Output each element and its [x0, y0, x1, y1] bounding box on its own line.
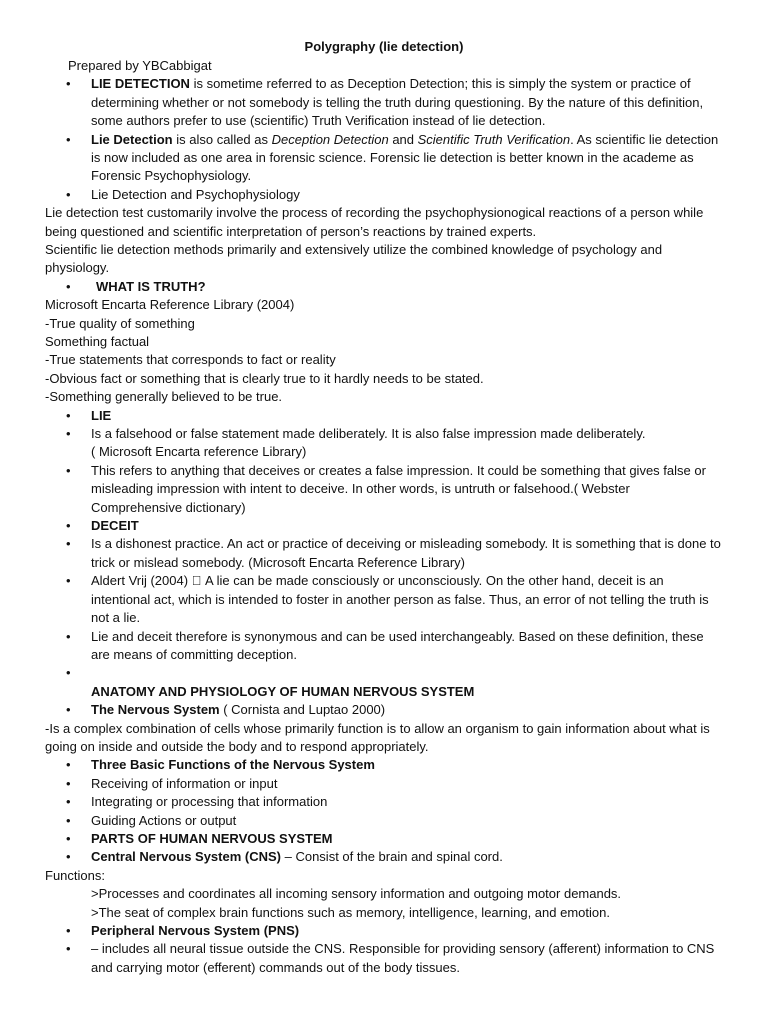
paragraph: -Is a complex combination of cells whose primarily function is to allow an organism to gain information about what is going on inside and outside the body and to respond appropriately.	[45, 702, 710, 736]
paragraph: Scientific lie detection methods primarily and extensively utilize the combined knowledge of psychology and physiology.	[45, 241, 663, 276]
bullet-icon: •	[66, 794, 71, 810]
list-item	[45, 517, 723, 535]
list-item: • Is a falsehood or false statement made deliberately. It is also false impression made deliberately. ( Microsoft Encarta reference Library)	[66, 426, 646, 460]
bullet-icon: •	[66, 904, 71, 920]
list-item: • Lie Detection is also called as Deception Detection and Scientific Truth Verification. As scientific lie detection is now included as one area in forensic science. Forensic lie detection is better known in the academe as Forensic Psychophysiology.	[66, 131, 719, 184]
nervous-system-bullets	[45, 738, 723, 866]
functions-label: Functions:	[45, 849, 105, 865]
list-item: • The Nervous System ( Cornista and Luptao 2000)	[45, 701, 723, 719]
list-item: • Three Basic Functions of the Nervous System	[45, 756, 723, 774]
list-item: • Lie and deceit therefore is synonymous and can be used interchangeably. Based on these definition, these are means of committing deception.	[45, 628, 723, 665]
document-title: Polygraphy (lie detection)	[304, 39, 464, 54]
section-heading: PARTS OF HUMAN NERVOUS SYSTEM	[91, 812, 333, 828]
lie-deceit-bullets	[45, 407, 723, 683]
truth-line: -Obvious fact or something that is clearly true to it hardly needs to be stated.	[45, 370, 484, 386]
list-item: • Peripheral Nervous System (PNS)	[45, 922, 723, 940]
list-item: • Guiding Actions or output	[45, 812, 723, 830]
bullet-icon: •	[66, 757, 71, 773]
list-item	[45, 278, 723, 296]
bullet-icon: •	[66, 775, 71, 791]
truth-line: Something factual	[45, 334, 150, 349]
list-item: • Receiving of information or input	[45, 775, 723, 793]
list-item: • Integrating or processing that information	[45, 793, 723, 811]
list-item	[45, 407, 723, 425]
bullet-icon: •	[66, 131, 71, 147]
bullet-icon: •	[66, 812, 71, 828]
paragraph: Lie detection test customarily involve the process of recording the psychophysionogical reactions of a person while being questioned and scientific interpretation of person’s reactions by trained experts.	[45, 205, 704, 239]
bullet-icon: •	[66, 536, 71, 552]
bullet-icon: •	[66, 610, 71, 626]
bullet-icon: •	[66, 278, 71, 294]
list-item	[45, 646, 723, 682]
section-heading: LIE	[91, 407, 112, 423]
truth-line: -True statements that corresponds to fact or reality	[45, 352, 336, 368]
bullet-icon: •	[66, 923, 71, 938]
bullet-icon: •	[66, 830, 71, 846]
truth-line: Microsoft Encarta Reference Library (2004)	[45, 297, 295, 313]
list-item	[45, 812, 723, 848]
section-heading: ANATOMY AND PHYSIOLOGY OF HUMAN NERVOUS SYSTEM	[91, 665, 475, 681]
bullet-icon: •	[66, 646, 71, 662]
bullet-icon: •	[66, 426, 71, 442]
list-item: • Lie Detection and Psychophysiology	[45, 186, 723, 204]
prepared-by: Prepared by YBCabbigat	[68, 57, 212, 73]
bullet-icon: •	[66, 462, 71, 478]
bullet-icon: •	[66, 407, 71, 423]
truth-line: -True quality of something	[45, 315, 195, 331]
list-item: • – includes all neural tissue outside the CNS. Responsible for providing sensory (afferent) information to CNS and carrying motor (efferent) commands out of the body tissues.	[45, 940, 723, 977]
section-heading: DECEIT	[91, 518, 139, 534]
cns-function: >The seat of complex brain functions such as memory, intelligence, learning, and emotion.	[91, 886, 610, 902]
bullet-icon: •	[66, 683, 71, 699]
list-item: • Is a dishonest practice. An act or practice of deceiving or misleading somebody. It is something that is done to trick or mislead somebody. (Microsoft Encarta Reference Library)	[66, 536, 721, 570]
section-heading: WHAT IS TRUTH?	[96, 278, 206, 294]
cns-function: >Processes and coordinates all incoming sensory information and outgoing motor demands.	[91, 867, 622, 883]
list-item: • Central Nervous System (CNS) – Consist of the brain and spinal cord.	[45, 848, 723, 866]
list-item: • Aldert Vrij (2004) A lie can be made consciously or unconsciously. On the other hand, deceit is an intentional act, which is intended to foster in another person as false. Thus, an error of not telling the truth is not a lie.	[66, 573, 713, 607]
bullet-icon: •	[66, 76, 71, 92]
bullet-icon: •	[66, 186, 71, 202]
list-item: • This refers to anything that deceives or creates a false impression. It could be something that gives false or misleading impression with intent to deceive. In other words, is untruth or falsehood.( Webster Comprehensive dictionary)	[66, 462, 706, 515]
bullet-icon: •	[66, 738, 71, 754]
truth-line: -Something generally believed to be true.	[45, 389, 283, 405]
bullet-icon: •	[66, 573, 71, 589]
bullet-icon: •	[66, 518, 71, 534]
intro-bullets	[45, 75, 723, 204]
list-item: • LIE DETECTION is sometime referred to as Deception Detection; this is simply the system or practice of determining whether or not somebody is telling the truth during questioning. By the nature of this definition, some authors prefer to use (scientific) Truth Verification instead of lie detection.	[66, 76, 704, 129]
